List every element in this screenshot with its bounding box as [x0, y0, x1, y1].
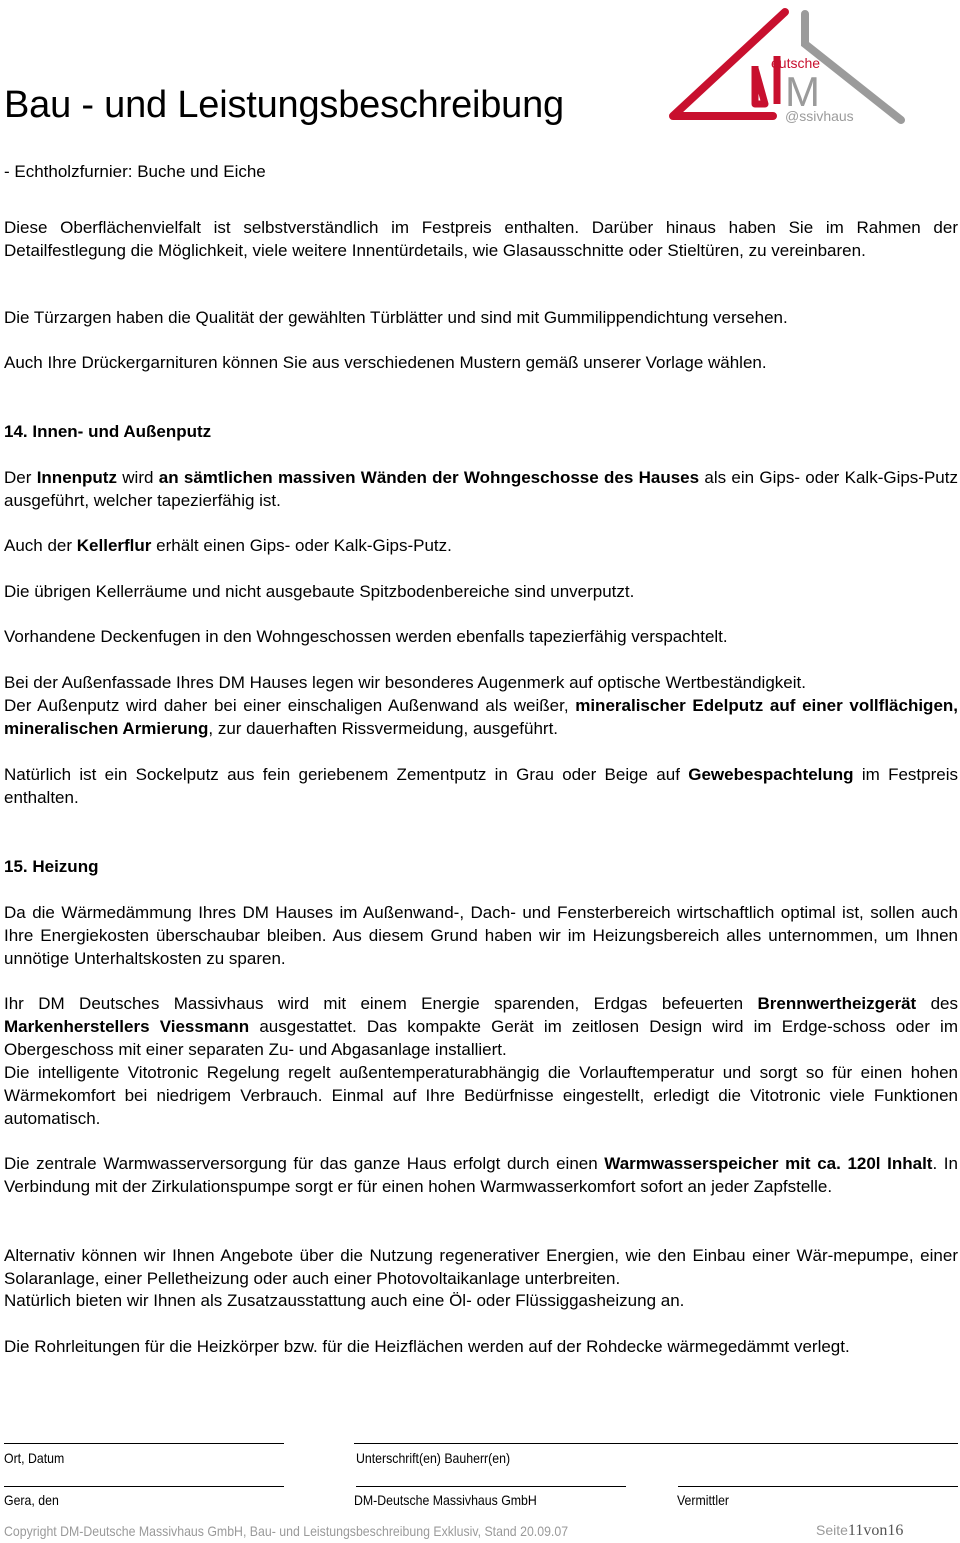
text-segment: Bei der Außenfassade Ihres DM Hauses legen wir besonderes Augenmerk auf optische Wertbeständigkeit.: [4, 673, 806, 692]
text-segment: erhält einen Gips- oder Kalk-Gips-Putz.: [151, 536, 452, 555]
paragraph: [4, 351, 958, 374]
text-segment: - Echtholzfurnier: Buche und Eiche: [4, 162, 266, 181]
paragraph: [4, 671, 958, 694]
paragraph: [4, 216, 958, 262]
text-segment: Natürlich bieten wir Ihnen als Zusatzausstattung auch eine Öl- oder Flüssiggasheizung an.: [4, 1291, 685, 1310]
paragraph: [4, 1152, 958, 1198]
signature-line-company: [356, 1486, 626, 1487]
text-segment: Die Rohrleitungen für die Heizkörper bzw. für die Heizflächen werden auf der Rohdecke wärmegedämmt verlegt.: [4, 1337, 850, 1356]
paragraph: [4, 763, 958, 809]
paragraph: [4, 625, 958, 648]
text-segment: im Festpreis enthalten.: [4, 765, 958, 807]
page-total: 16: [887, 1522, 904, 1539]
text-segment: Natürlich ist ein Sockelputz aus fein geriebenem Zementputz in Grau oder Beige auf: [4, 765, 689, 784]
svg-text:@ssivhaus: @ssivhaus: [785, 108, 854, 124]
paragraph: [4, 1335, 958, 1358]
text-segment: Da die Wärmedämmung Ihres DM Hauses im Außenwand-, Dach- und Fensterbereich wirtschaftlich optimal ist, sollen auch Ihre Energiekosten überschaubar bleiben. Aus diesem Grund haben wir im Heizungsbereich alles unternommen, um Ihnen unnötige Unterhaltskosten zu sparen.: [4, 903, 958, 968]
bold-text: mineralischer Edelputz auf einer vollflächigen, mineralischen Armierung: [4, 696, 959, 738]
text-segment: des: [916, 994, 958, 1013]
paragraph: [4, 1244, 958, 1290]
dm-massivhaus-logo: [665, 4, 905, 126]
company-label: DM-Deutsche Massivhaus GmbH: [354, 1492, 537, 1508]
page-current: 11: [847, 1522, 864, 1539]
svg-text:M: M: [785, 68, 820, 115]
text-segment: Alternativ können wir Ihnen Angebote über die Nutzung regenerativer Energien, wie den Einbau einer Wär-mepumpe, einer Solaranlage, einer Pelletheizung oder auch einer Photovoltaikanlage unterbreiten.: [4, 1246, 958, 1288]
svg-text:eutsche: eutsche: [771, 55, 821, 71]
text-segment: Die intelligente Vitotronic Regelung regelt außentemperaturabhängig die Vorlauftemperatur und sorgt so für einen hohen Wärmekomfort bei niedrigem Verbrauch. Einmal auf Ihre Bedürfnisse eingestellt, erledigt die Vitotronic viele Funktionen automatisch.: [4, 1063, 958, 1128]
paragraph: [4, 466, 958, 512]
paragraph: [4, 992, 958, 1061]
section-heading-15: 15. Heizung: [4, 857, 99, 876]
text-segment: Diese Oberflächenvielfalt ist selbstverständlich im Festpreis enthalten. Darüber hinaus haben Sie im Rahmen der Detailfestlegung die Möglichkeit, viele weitere Innentürdetails, wie Glasausschnitte oder Stieltüren, zu vereinbaren.: [4, 218, 958, 260]
document-title: Bau - und Leistungsbeschreibung: [4, 84, 564, 126]
text-segment: Die zentrale Warmwasserversorgung für das ganze Haus erfolgt durch einen: [4, 1154, 605, 1173]
paragraph: [4, 1061, 958, 1130]
gera-label: Gera, den: [4, 1492, 59, 1508]
bold-text: Innenputz: [36, 468, 117, 487]
signature-line-owners: [354, 1443, 958, 1444]
bold-text: Markenherstellers Viessmann: [4, 1017, 250, 1036]
paragraph: [4, 901, 958, 970]
text-segment: Der: [4, 468, 37, 487]
text-segment: wird: [116, 468, 159, 487]
text-segment: ausgestattet. Das kompakte Gerät im zeitlosen Design wird im Erdge-schoss oder im Obergeschoss mit einer separaten Zu- und Abgasanlage installiert.: [4, 1017, 958, 1059]
section-heading-14: 14. Innen- und Außenputz: [4, 422, 212, 441]
bold-text: Warmwasserspeicher mit ca. 120l Inhalt: [604, 1154, 933, 1173]
paragraph: [4, 160, 958, 183]
signature-line-place-date: [4, 1443, 284, 1444]
place-date-label: Ort, Datum: [4, 1450, 65, 1466]
text-segment: Die übrigen Kellerräume und nicht ausgebaute Spitzbodenbereiche sind unverputzt.: [4, 582, 635, 601]
paragraph: [4, 534, 958, 557]
bold-text: Kellerflur: [76, 536, 152, 555]
page-label: Seite: [816, 1522, 848, 1538]
text-segment: , zur dauerhaften Rissvermeidung, ausgeführt.: [208, 719, 559, 738]
text-segment: Ihr DM Deutsches Massivhaus wird mit einem Energie sparenden, Erdgas befeuerten: [4, 994, 758, 1013]
page-of: von: [863, 1522, 888, 1539]
bold-text: Gewebespachtelung: [688, 765, 854, 784]
paragraph: [4, 580, 958, 603]
page-number: [816, 1522, 903, 1540]
signature-line-agent: [678, 1486, 958, 1487]
paragraph: [4, 1289, 958, 1312]
signature-line-gera: [4, 1486, 284, 1487]
owners-signature-label: Unterschrift(en) Bauherr(en): [356, 1450, 511, 1466]
text-segment: Die Türzargen haben die Qualität der gewählten Türblätter und sind mit Gummilippendichtung versehen.: [4, 308, 788, 327]
text-segment: Der Außenputz wird daher bei einer einschaligen Außenwand als weißer,: [4, 696, 576, 715]
bold-text: an sämtlichen massiven Wänden der Wohngeschosse des Hauses: [158, 468, 700, 487]
paragraph: [4, 694, 958, 740]
agent-label: Vermittler: [677, 1492, 730, 1508]
text-segment: Auch Ihre Drückergarnituren können Sie aus verschiedenen Mustern gemäß unserer Vorlage wählen.: [4, 353, 767, 372]
text-segment: . In Verbindung mit der Zirkulationspumpe sorgt er für einen hohen Warmwasserkomfort sofort an jeder Zapfstelle.: [4, 1154, 958, 1196]
bold-text: Brennwertheizgerät: [757, 994, 917, 1013]
copyright-footer: Copyright DM-Deutsche Massivhaus GmbH, Bau- und Leistungsbeschreibung Exklusiv, Stand 20.09.07: [4, 1523, 569, 1539]
text-segment: Vorhandene Deckenfugen in den Wohngeschossen werden ebenfalls tapezierfähig verspachtelt.: [4, 627, 728, 646]
text-segment: als ein Gips- oder Kalk-Gips-Putz ausgeführt, welcher tapezierfähig ist.: [4, 468, 958, 510]
paragraph: [4, 306, 958, 329]
text-segment: Auch der: [4, 536, 77, 555]
